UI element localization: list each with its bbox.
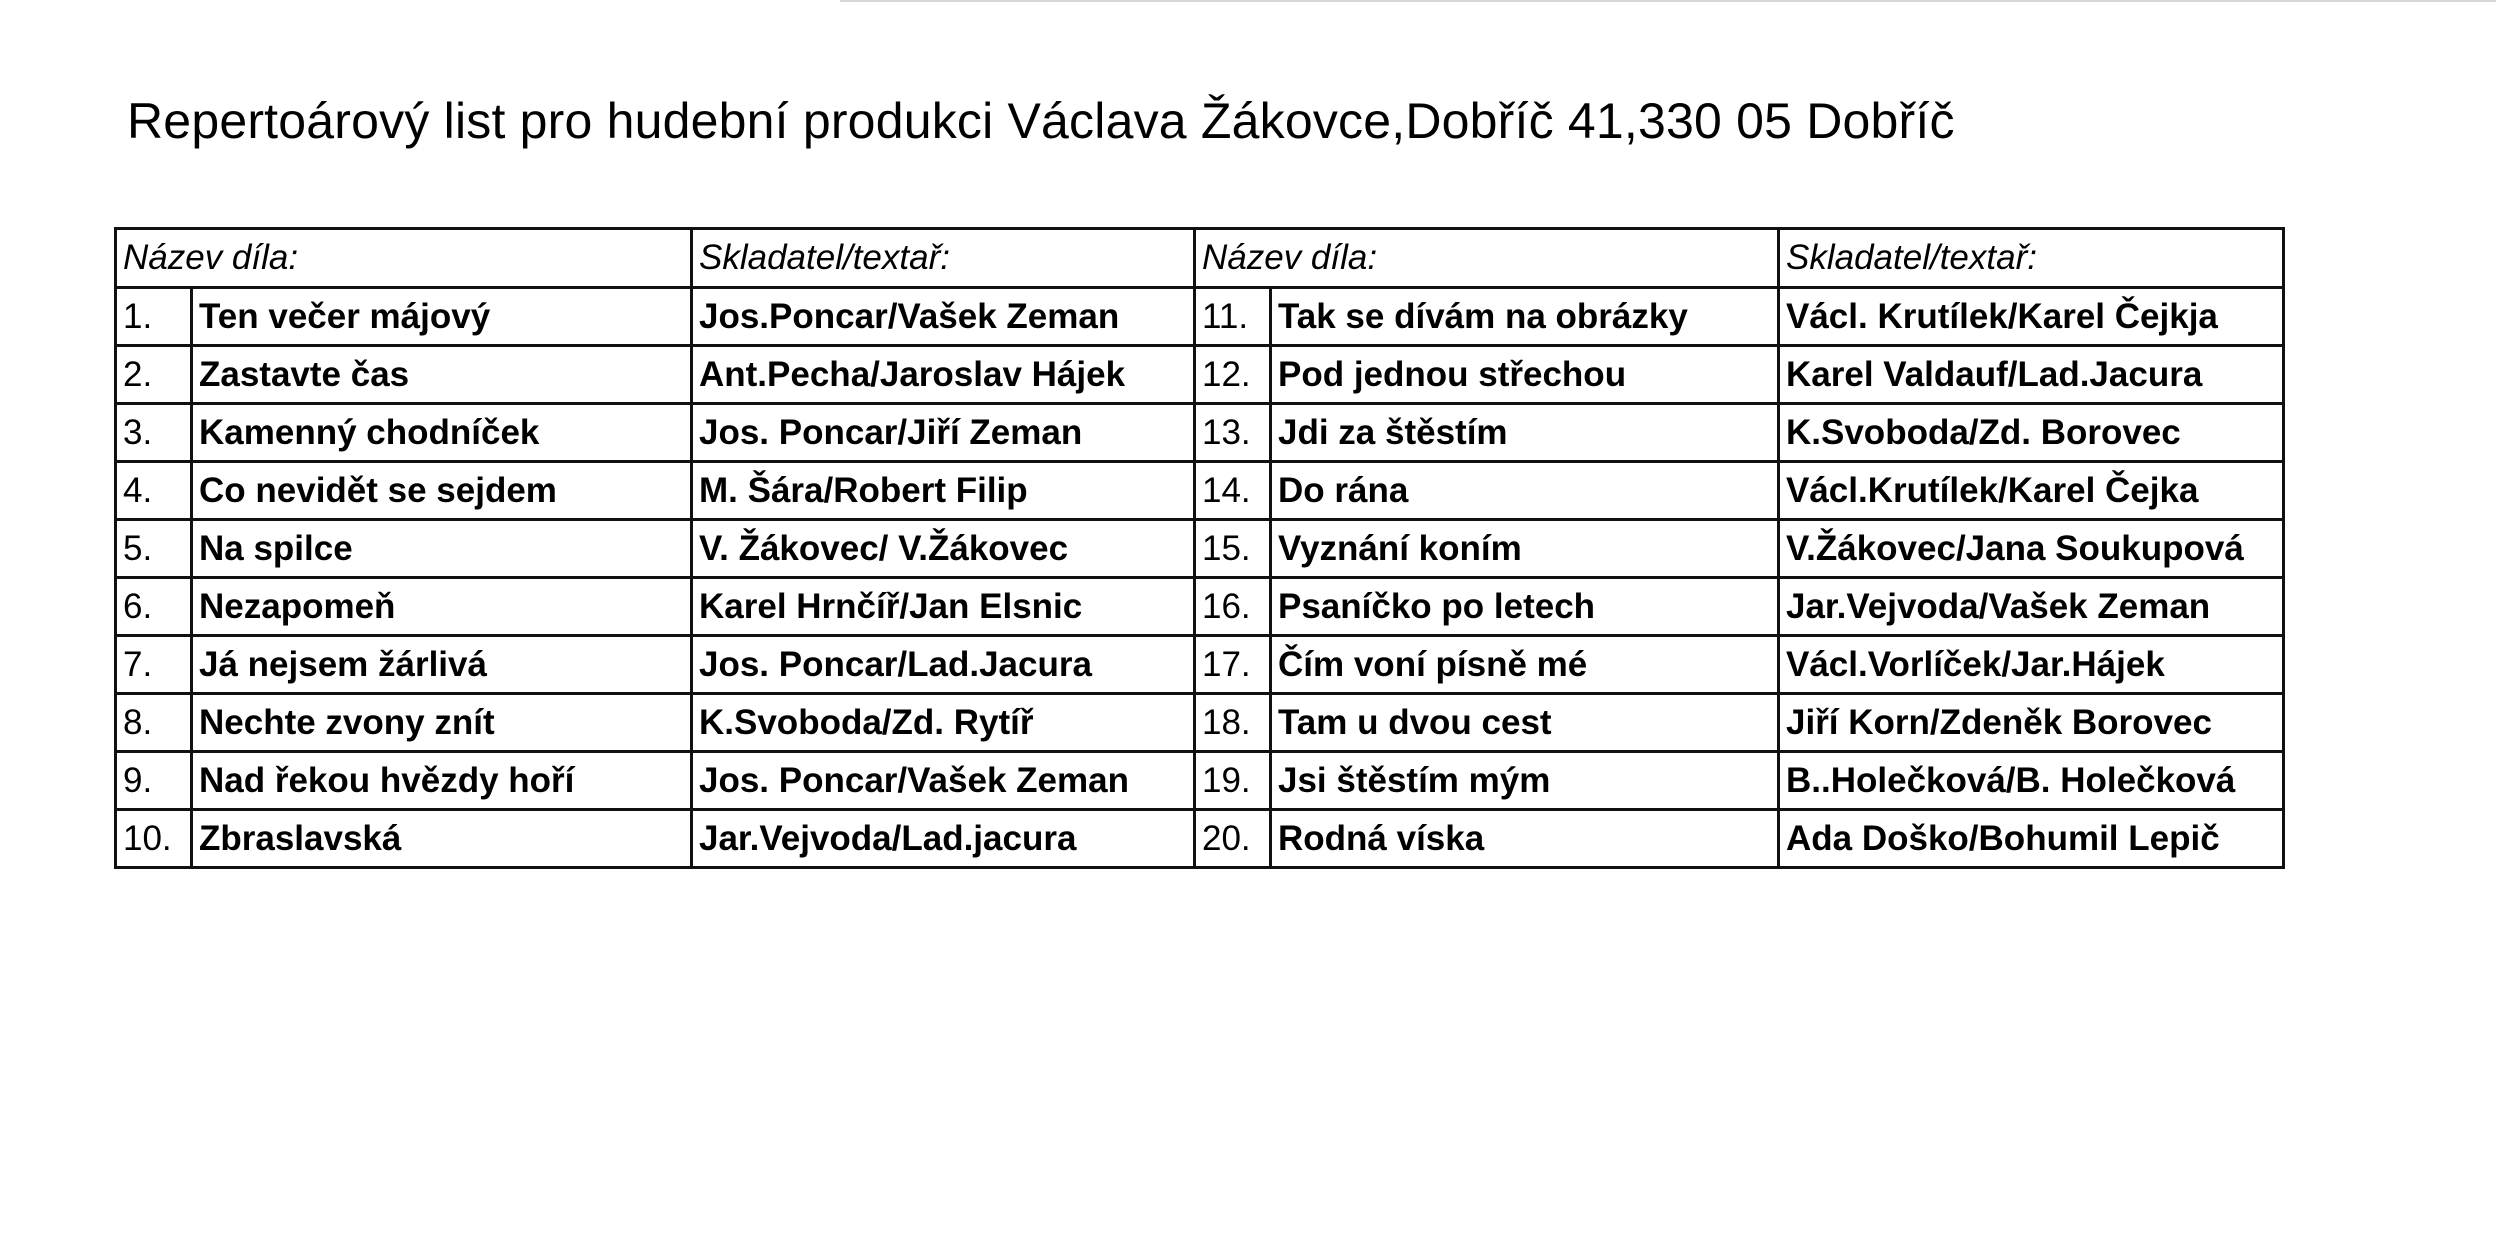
song-author: K.Svoboda/Zd. Rytíř — [692, 694, 1195, 752]
header-right-author: Skladatel/textař: — [1779, 229, 2284, 288]
song-number: 11. — [1195, 288, 1271, 346]
song-title: Nezapomeň — [192, 578, 692, 636]
song-author: B..Holečková/B. Holečková — [1779, 752, 2284, 810]
song-author: V.Žákovec/Jana Soukupová — [1779, 520, 2284, 578]
table-row — [116, 810, 2284, 868]
song-number: 5. — [116, 520, 192, 578]
song-title: Ten večer májový — [192, 288, 692, 346]
song-author: Karel Hrnčíř/Jan Elsnic — [692, 578, 1195, 636]
table-row — [116, 462, 2284, 520]
song-title: Jdi za štěstím — [1271, 404, 1779, 462]
song-number: 19. — [1195, 752, 1271, 810]
song-author: Václ.Krutílek/Karel Čejka — [1779, 462, 2284, 520]
table-row — [116, 578, 2284, 636]
song-title: Psaníčko po letech — [1271, 578, 1779, 636]
song-number: 1. — [116, 288, 192, 346]
song-title: Tak se dívám na obrázky — [1271, 288, 1779, 346]
table-row — [116, 404, 2284, 462]
table-header-row — [116, 229, 2284, 288]
song-title: Zbraslavská — [192, 810, 692, 868]
song-author: Jos.Poncar/Vašek Zeman — [692, 288, 1195, 346]
song-title: Zastavte čas — [192, 346, 692, 404]
song-number: 16. — [1195, 578, 1271, 636]
song-author: Jos. Poncar/Jiří Zeman — [692, 404, 1195, 462]
song-author: V. Žákovec/ V.Žákovec — [692, 520, 1195, 578]
song-number: 9. — [116, 752, 192, 810]
song-title: Rodná víska — [1271, 810, 1779, 868]
song-number: 10. — [116, 810, 192, 868]
song-author: Václ. Krutílek/Karel Čejkja — [1779, 288, 2284, 346]
song-title: Kamenný chodníček — [192, 404, 692, 462]
song-author: Jar.Vejvoda/Lad.jacura — [692, 810, 1195, 868]
song-number: 8. — [116, 694, 192, 752]
document-title: Repertoárový list pro hudební produkci Václava Žákovce,Dobříč 41,330 05 Dobříč — [127, 93, 1955, 149]
header-left-title: Název díla: — [116, 229, 692, 288]
song-title: Tam u dvou cest — [1271, 694, 1779, 752]
repertoire-table — [114, 227, 2285, 869]
song-number: 20. — [1195, 810, 1271, 868]
song-number: 4. — [116, 462, 192, 520]
table-row — [116, 520, 2284, 578]
table-row — [116, 694, 2284, 752]
song-title: Na spilce — [192, 520, 692, 578]
song-author: Václ.Vorlíček/Jar.Hájek — [1779, 636, 2284, 694]
song-title: Do rána — [1271, 462, 1779, 520]
song-number: 18. — [1195, 694, 1271, 752]
song-title: Já nejsem žárlivá — [192, 636, 692, 694]
header-left-author: Skladatel/textař: — [692, 229, 1195, 288]
song-author: Jos. Poncar/Lad.Jacura — [692, 636, 1195, 694]
table-row — [116, 752, 2284, 810]
table-row — [116, 636, 2284, 694]
song-number: 13. — [1195, 404, 1271, 462]
song-title: Čím voní písně mé — [1271, 636, 1779, 694]
scan-edge-line — [840, 0, 2496, 2]
song-number: 12. — [1195, 346, 1271, 404]
song-number: 3. — [116, 404, 192, 462]
table-row — [116, 288, 2284, 346]
song-title: Vyznání koním — [1271, 520, 1779, 578]
song-title: Nechte zvony znít — [192, 694, 692, 752]
song-author: Karel Valdauf/Lad.Jacura — [1779, 346, 2284, 404]
song-author: Ada Doško/Bohumil Lepič — [1779, 810, 2284, 868]
song-number: 2. — [116, 346, 192, 404]
table-row — [116, 346, 2284, 404]
song-author: Ant.Pecha/Jaroslav Hájek — [692, 346, 1195, 404]
song-author: K.Svoboda/Zd. Borovec — [1779, 404, 2284, 462]
song-author: Jiří Korn/Zdeněk Borovec — [1779, 694, 2284, 752]
song-title: Nad řekou hvězdy hoří — [192, 752, 692, 810]
song-author: Jos. Poncar/Vašek Zeman — [692, 752, 1195, 810]
song-number: 6. — [116, 578, 192, 636]
song-title: Pod jednou střechou — [1271, 346, 1779, 404]
song-author: Jar.Vejvoda/Vašek Zeman — [1779, 578, 2284, 636]
song-number: 17. — [1195, 636, 1271, 694]
song-number: 7. — [116, 636, 192, 694]
song-title: Jsi štěstím mým — [1271, 752, 1779, 810]
header-right-title: Název díla: — [1195, 229, 1779, 288]
song-title: Co nevidět se sejdem — [192, 462, 692, 520]
song-number: 14. — [1195, 462, 1271, 520]
song-number: 15. — [1195, 520, 1271, 578]
song-author: M. Šára/Robert Filip — [692, 462, 1195, 520]
